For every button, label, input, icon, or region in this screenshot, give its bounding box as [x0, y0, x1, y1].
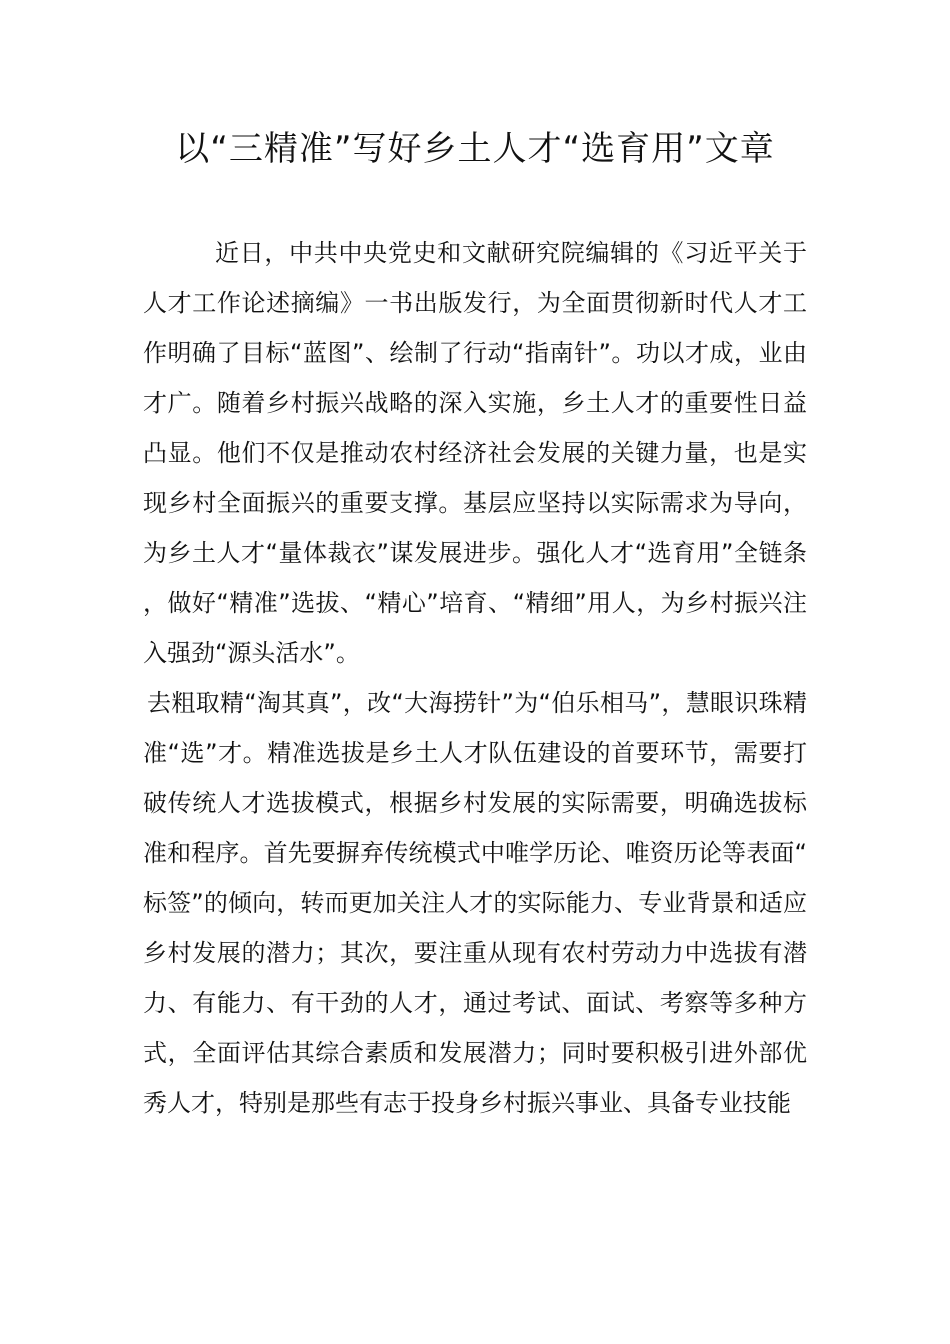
paragraph-selection: 去粗取精“淘其真”，改“大海捞针”为“伯乐相马”，慧眼识珠精准“选”才。精准选拔是乡土人才队伍建设的首要环节，需要打破传统人才选拔模式，根据乡村发展的实际需要，明确选拔标准和程序。首先要摒弃传统模式中唯学历论、唯资历论等表面“标签”的倾向，转而更加关注人才的实际能力、专业背景和适应乡村发展的潜力；其次，要注重从现有农村劳动力中选拔有潜力、有能力、有干劲的人才，通过考试、面试、考察等多种方式，全面评估其综合素质和发展潜力；同时要积极引进外部优秀人才，特别是那些有志于投身乡村振兴事业、具备专业技能 [143, 689, 807, 1117]
paragraph-intro: 近日，中共中央党史和文献研究院编辑的《习近平关于人才工作论述摘编》一书出版发行，为全面贯彻新时代人才工作明确了目标“蓝图”、绘制了行动“指南针”。功以才成，业由才广。随着乡村振兴战略的深入实施，乡土人才的重要性日益凸显。他们不仅是推动农村经济社会发展的关键力量，也是实现乡村全面振兴的重要支撑。基层应坚持以实际需求为导向，为乡土人才“量体裁衣”谋发展进步。强化人才“选育用”全链条，做好“精准”选拔、“精心”培育、“精细”用人，为乡村振兴注入强劲“源头活水”。 [143, 239, 807, 667]
document-title: 以“三精准”写好乡土人才“选育用”文章 [175, 129, 775, 169]
document-body [143, 228, 807, 1128]
